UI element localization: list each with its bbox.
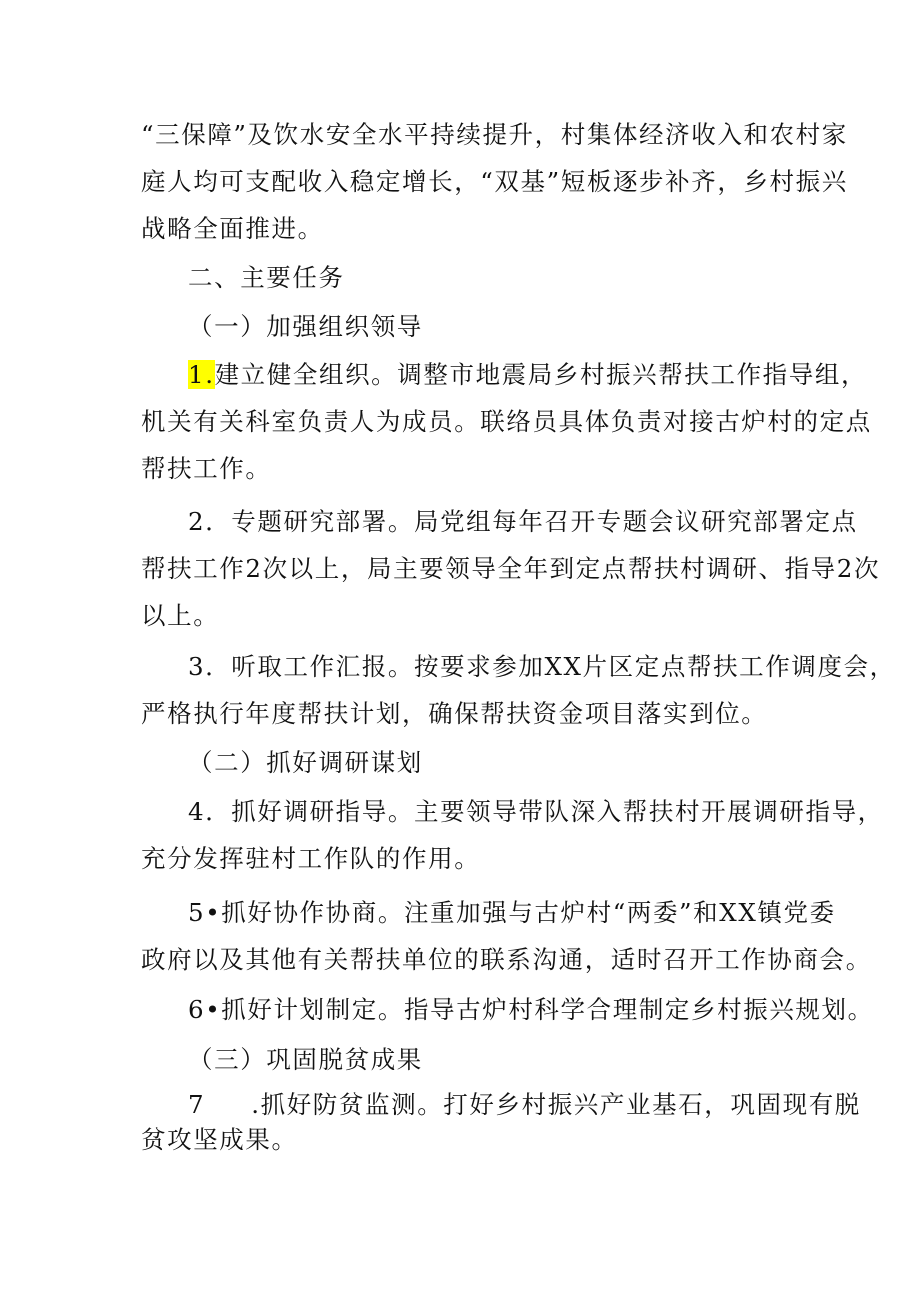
item-1-line-1 bbox=[188, 358, 867, 392]
item-1-line-2: 机关有关科室负责人为成员。联络员具体负责对接古炉村的定点 bbox=[141, 407, 872, 436]
highlighted-number: 1. bbox=[188, 360, 215, 389]
item-7-text: .抓好防贫监测。打好乡村振兴产业基石，巩固现有脱 bbox=[251, 1090, 861, 1119]
item-3-line-2: 严格执行年度帮扶计划，确保帮扶资金项目落实到位。 bbox=[141, 699, 768, 728]
intro-line-2: 庭人均可支配收入稳定增长，“双基”短板逐步补齐，乡村振兴 bbox=[141, 167, 848, 196]
item-7-line-2: 贫攻坚成果。 bbox=[141, 1125, 298, 1154]
item-3-line-1: 3．听取工作汇报。按要求参加XX片区定点帮扶工作调度会， bbox=[188, 652, 896, 681]
subsection-heading-1: （一）加强组织领导 bbox=[188, 312, 423, 341]
item-2-line-1: 2．专题研究部署。局党组每年召开专题会议研究部署定点 bbox=[188, 507, 858, 536]
item-4-line-1: 4．抓好调研指导。主要领导带队深入帮扶村开展调研指导， bbox=[188, 797, 884, 826]
item-1-line-3: 帮扶工作。 bbox=[141, 454, 272, 483]
intro-line-1: “三保障”及饮水安全水平持续提升，村集体经济收入和农村家 bbox=[141, 120, 848, 149]
subsection-heading-2: （二）抓好调研谋划 bbox=[188, 748, 423, 777]
item-7-number: 7 bbox=[188, 1090, 206, 1119]
intro-line-3: 战略全面推进。 bbox=[141, 214, 324, 243]
item-2-line-3: 以上。 bbox=[141, 601, 220, 630]
item-7-line-1 bbox=[188, 1088, 861, 1122]
item-2-line-2: 帮扶工作2次以上，局主要领导全年到定点帮扶村调研、指导2次 bbox=[141, 554, 881, 583]
item-5-line-1: 5•抓好协作协商。注重加强与古炉村“两委”和XX镇党委 bbox=[188, 898, 836, 927]
item-1-text: 建立健全组织。调整市地震局乡村振兴帮扶工作指导组， bbox=[214, 360, 868, 389]
subsection-heading-3: （三）巩固脱贫成果 bbox=[188, 1045, 423, 1074]
item-6-line-1: 6•抓好计划制定。指导古炉村科学合理制定乡村振兴规划。 bbox=[188, 995, 874, 1024]
section-heading: 二、主要任务 bbox=[188, 263, 345, 292]
item-5-line-2: 政府以及其他有关帮扶单位的联系沟通，适时召开工作协商会。 bbox=[141, 945, 872, 974]
item-4-line-2: 充分发挥驻村工作队的作用。 bbox=[141, 844, 481, 873]
